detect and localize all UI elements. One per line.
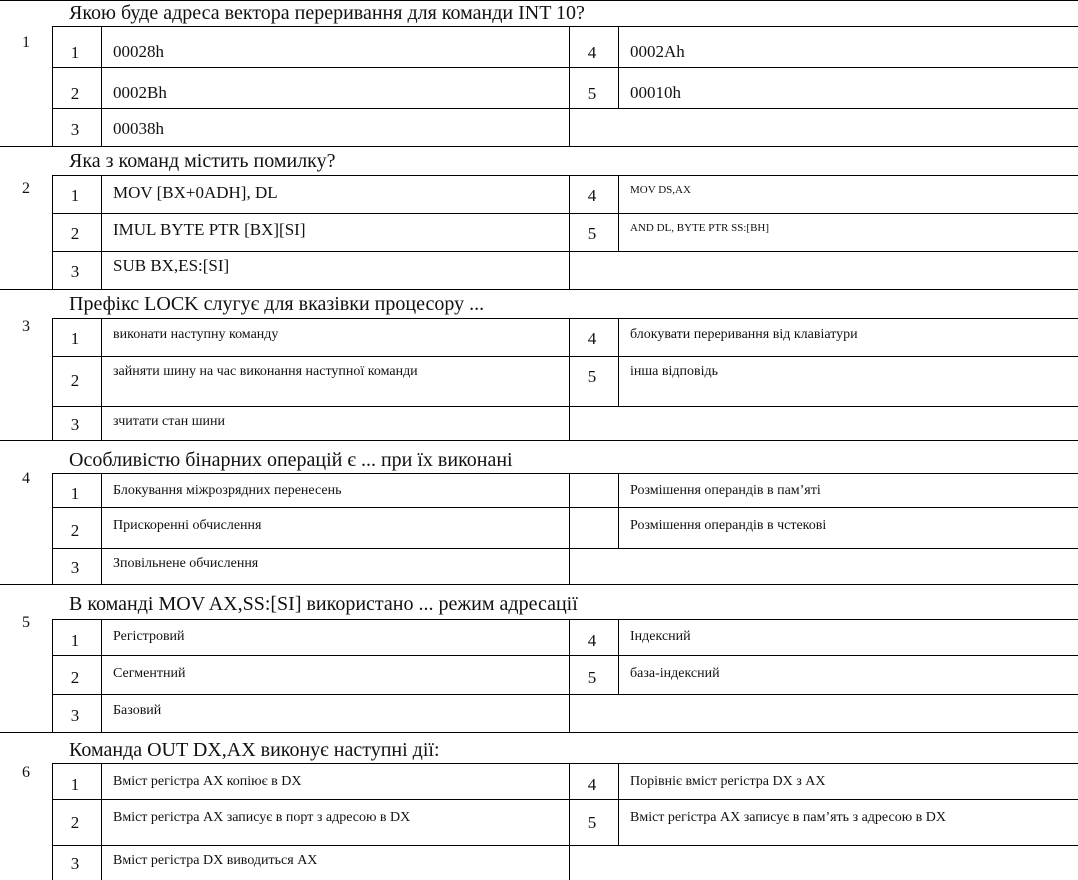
question-number: 1 xyxy=(22,34,30,51)
option-number: 4 xyxy=(587,631,597,650)
table-border xyxy=(52,26,53,146)
answer-option[interactable]: Базовий xyxy=(113,703,162,718)
table-border xyxy=(52,799,1078,800)
table-border xyxy=(52,845,1078,846)
table-border xyxy=(101,318,102,440)
answer-option[interactable]: інша відповідь xyxy=(630,364,718,379)
option-number: 4 xyxy=(587,329,597,348)
answer-option[interactable]: Вміст регістра AX записує в порт з адресою в DX xyxy=(113,810,411,825)
table-border xyxy=(52,694,1078,695)
answer-option[interactable]: Прискоренні обчислення xyxy=(113,518,262,533)
table-border xyxy=(52,619,53,732)
option-number: 4 xyxy=(587,43,597,62)
option-number: 2 xyxy=(70,371,80,390)
option-number: 5 xyxy=(587,84,597,103)
answer-option[interactable]: IMUL BYTE PTR [BX][SI] xyxy=(113,220,306,239)
option-number: 5 xyxy=(587,813,597,832)
option-number: 1 xyxy=(70,484,80,503)
answer-option[interactable]: AND DL, BYTE PTR SS:[BH] xyxy=(630,222,770,234)
option-number: 2 xyxy=(70,668,80,687)
answer-option[interactable]: 00038h xyxy=(113,119,164,138)
option-number: 2 xyxy=(70,224,80,243)
option-number: 5 xyxy=(587,668,597,687)
option-number: 2 xyxy=(70,521,80,540)
table-border xyxy=(569,473,570,584)
table-border xyxy=(0,289,1078,290)
answer-option[interactable]: Вміст регістра AX записує в пам’ять з адресою в DX xyxy=(630,810,946,825)
table-border xyxy=(52,763,1078,764)
table-border xyxy=(618,318,619,406)
question-number: 4 xyxy=(22,470,30,487)
table-border xyxy=(569,26,570,146)
table-border xyxy=(52,318,1078,319)
option-number: 2 xyxy=(70,84,80,103)
table-border xyxy=(101,619,102,732)
option-number: 5 xyxy=(587,367,597,386)
answer-option[interactable]: 0002Ah xyxy=(630,42,685,61)
option-number: 4 xyxy=(587,775,597,794)
option-number: 3 xyxy=(70,854,80,873)
table-border xyxy=(569,763,570,880)
answer-option[interactable]: Розмішення операндів в пам’яті xyxy=(630,483,821,498)
answer-option[interactable]: Індексний xyxy=(630,629,691,644)
question-number: 5 xyxy=(22,614,30,631)
option-number: 1 xyxy=(70,631,80,650)
table-border xyxy=(0,146,1078,147)
table-border xyxy=(52,108,1078,109)
answer-option[interactable]: Регістровий xyxy=(113,629,185,644)
table-border xyxy=(0,440,1078,441)
answer-option[interactable]: MOV [BX+0ADH], DL xyxy=(113,183,278,202)
table-border xyxy=(52,213,1078,214)
table-border xyxy=(52,175,1078,176)
answer-option[interactable]: Порівніє вміст регістра DX з AX xyxy=(630,774,826,789)
answer-option[interactable]: виконати наступну команду xyxy=(113,327,279,342)
table-border xyxy=(0,584,1078,585)
table-border xyxy=(52,406,1078,407)
option-number: 4 xyxy=(587,186,597,205)
option-number: 2 xyxy=(70,813,80,832)
table-border xyxy=(569,175,570,289)
answer-option[interactable]: блокувати переривання від клавіатури xyxy=(630,327,858,342)
answer-option[interactable]: Вміст регістра AX копіює в DX xyxy=(113,774,302,789)
table-border xyxy=(52,67,1078,68)
answer-option[interactable]: зайняти шину на час виконання наступної команди xyxy=(113,364,418,379)
answer-option[interactable]: Сегментний xyxy=(113,666,186,681)
table-border xyxy=(52,619,1078,620)
table-border xyxy=(0,732,1078,733)
option-number: 3 xyxy=(70,706,80,725)
option-number: 1 xyxy=(70,329,80,348)
answer-option[interactable]: 00010h xyxy=(630,83,681,102)
answer-option[interactable]: зчитати стан шини xyxy=(113,414,225,429)
table-border xyxy=(101,26,102,146)
answer-option[interactable]: база-індексний xyxy=(630,666,720,681)
answer-option[interactable]: MOV DS,AX xyxy=(630,184,691,196)
table-border xyxy=(52,318,53,440)
table-border xyxy=(52,175,53,289)
option-number: 3 xyxy=(70,415,80,434)
question-number: 6 xyxy=(22,764,30,781)
answer-option[interactable]: Розмішення операндів в чстекові xyxy=(630,518,827,533)
question-text: Яка з команд містить помилку? xyxy=(69,150,336,172)
table-border xyxy=(52,251,1078,252)
table-border xyxy=(52,473,53,584)
option-number: 1 xyxy=(70,186,80,205)
table-border xyxy=(52,26,1078,27)
answer-option[interactable]: SUB BX,ES:[SI] xyxy=(113,256,230,275)
table-border xyxy=(569,318,570,440)
answer-option[interactable]: Вміст регістра DX виводиться AX xyxy=(113,853,318,868)
option-number: 1 xyxy=(70,775,80,794)
question-text: Якою буде адреса вектора переривання для команди INT 10? xyxy=(69,2,585,24)
option-number: 5 xyxy=(587,224,597,243)
question-number: 3 xyxy=(22,318,30,335)
table-border xyxy=(618,473,619,548)
question-text: Команда OUT DX,AX виконує наступні дії: xyxy=(69,739,440,761)
option-number: 3 xyxy=(70,262,80,281)
table-border xyxy=(101,473,102,584)
answer-option[interactable]: 00028h xyxy=(113,42,164,61)
table-border xyxy=(618,763,619,845)
table-border xyxy=(52,655,1078,656)
question-text: Префікс LOCK слугує для вказівки процесору ... xyxy=(69,293,485,315)
table-border xyxy=(52,473,1078,474)
question-text: В команді MOV AX,SS:[SI] використано ... режим адресації xyxy=(69,593,578,615)
table-border xyxy=(569,619,570,732)
table-border xyxy=(101,175,102,289)
option-number: 3 xyxy=(70,120,80,139)
table-border xyxy=(52,356,1078,357)
table-border xyxy=(52,507,1078,508)
table-border xyxy=(101,763,102,880)
answer-option[interactable]: Зповільнене обчислення xyxy=(113,556,259,571)
table-border xyxy=(618,619,619,694)
question-text: Особливістю бінарних операцій є ... при їх виконані xyxy=(69,449,513,471)
option-number: 3 xyxy=(70,558,80,577)
table-border xyxy=(0,0,1078,1)
answer-option[interactable]: Блокування міжрозрядних перенесень xyxy=(113,483,342,498)
table-border xyxy=(52,548,1078,549)
question-number: 2 xyxy=(22,180,30,197)
table-border xyxy=(52,763,53,880)
answer-option[interactable]: 0002Bh xyxy=(113,83,167,102)
option-number: 1 xyxy=(70,43,80,62)
